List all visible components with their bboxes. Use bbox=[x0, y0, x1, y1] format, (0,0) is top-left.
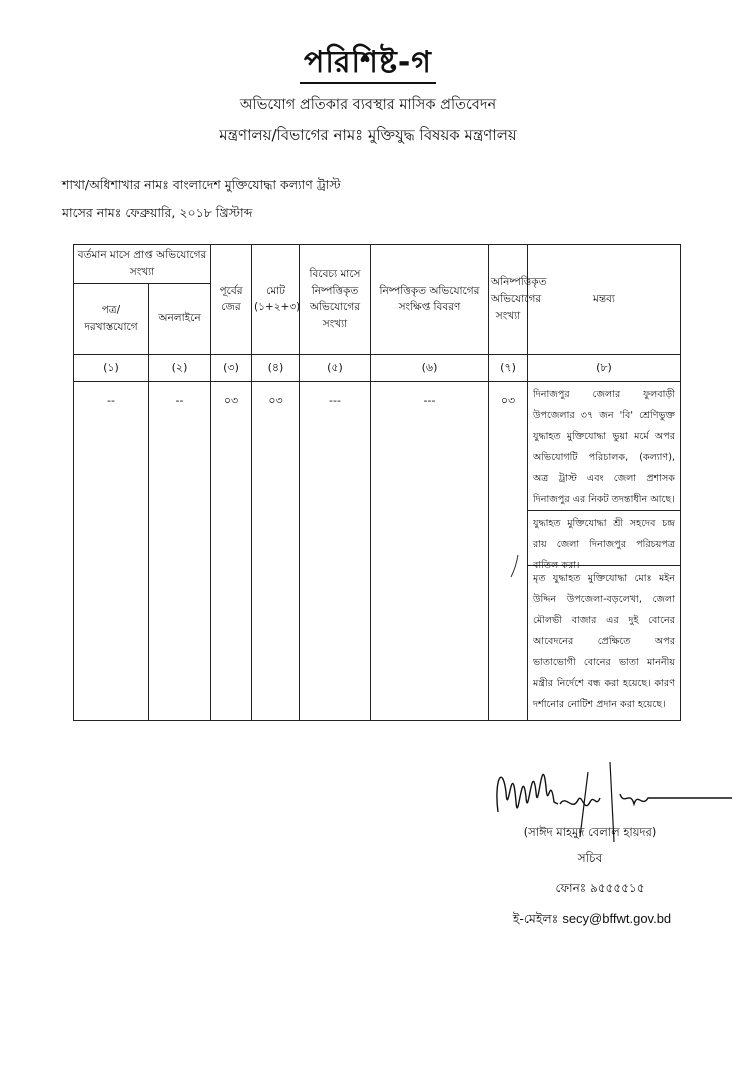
ministry-line: মন্ত্রণালয়/বিভাগের নামঃ মুক্তিযুদ্ধ বিষয়ক মন্ত্রণালয় bbox=[219, 126, 517, 144]
cell-remarks bbox=[528, 381, 681, 720]
cell-resolved-summary: --- bbox=[371, 381, 489, 720]
header-remarks: মন্তব্য bbox=[528, 245, 681, 355]
header-resolved-summary: নিষ্পত্তিকৃত অভিযোগের সংক্ষিপ্ত বিবরণ bbox=[371, 245, 489, 355]
branch-line: শাখা/অধিশাখার নামঃ বাংলাদেশ মুক্তিযোদ্ধা কল্যাণ ট্রাস্ট bbox=[62, 177, 341, 192]
cell-previous: ০৩ bbox=[211, 381, 252, 720]
header-previous: পূর্বের জের bbox=[211, 245, 252, 355]
signatory-name: (সাঈদ মাহমুদ বেলাল হায়দর) bbox=[523, 825, 657, 839]
column-number: (১) bbox=[74, 354, 149, 381]
cell-total: ০৩ bbox=[252, 381, 300, 720]
header-by-letter: পত্র/দরখাস্তযোগে bbox=[74, 283, 149, 354]
remark-item: দিনাজপুর জেলার ফুলবাড়ী উপজেলার ৩৭ জন 'বি' শ্রেণিভুক্ত যুদ্ধাহত মুক্তিযোদ্ধা ভুয়া মর্মে অপর অভিযোগটি পরিচালক, (কল্যাণ), অত্র ট্রাস্ট এবং জেলা প্রশাসক দিনাজপুর এর নিকট তদন্তাধীন আছে। bbox=[528, 382, 680, 511]
email-line bbox=[472, 911, 712, 931]
column-number: (৫) bbox=[300, 354, 371, 381]
remark-item: মৃত যুদ্ধাহত মুক্তিযোদ্ধা মোঃ মইন উদ্দিন উপজেলা-বড়লেখা, জেলা মৌলভী বাজার এর দুই বোনের আবেদনের প্রেক্ষিতে অপর ভাতাভোগী বোনের ভাতা মাননীয় মন্ত্রীর নির্দেশে বন্ধ করা হয়েছে। কারণ দর্শানোর নোটিশ প্রদান করা হয়েছে। bbox=[533, 572, 675, 710]
column-number-row bbox=[74, 354, 681, 381]
column-number: (২) bbox=[149, 354, 211, 381]
report-subtitle: অভিযোগ প্রতিকার ব্যবস্থার মাসিক প্রতিবেদন bbox=[239, 97, 497, 113]
document-title bbox=[0, 38, 736, 89]
cell-resolved-count: --- bbox=[300, 381, 371, 720]
signatory-designation: সচিব bbox=[577, 851, 603, 865]
table-row bbox=[74, 381, 681, 720]
column-number: (৭) bbox=[489, 354, 528, 381]
cell-by-letter: -- bbox=[74, 381, 149, 720]
title-text: পরিশিষ্ট-গ bbox=[300, 45, 436, 84]
email-label: ই-মেইলঃ bbox=[512, 911, 559, 926]
complaint-report-table bbox=[73, 244, 681, 721]
email-link[interactable]: secy@bffwt.gov.bd bbox=[562, 911, 672, 926]
header-online: অনলাইনে bbox=[149, 283, 211, 354]
column-number: (৮) bbox=[528, 354, 681, 381]
pen-mark-icon bbox=[508, 553, 522, 579]
column-number: (৪) bbox=[252, 354, 300, 381]
column-number: (৬) bbox=[371, 354, 489, 381]
month-line: মাসের নামঃ ফেব্রুয়ারি, ২০১৮ খ্রিস্টাব্দ bbox=[62, 205, 253, 220]
phone-number: ফোনঃ ৯৫৫৫৫১৫ bbox=[555, 881, 645, 895]
header-received-this-month: বর্তমান মাসে প্রাপ্ত অভিযোগের সংখ্যা bbox=[74, 245, 211, 284]
cell-online: -- bbox=[149, 381, 211, 720]
column-number: (৩) bbox=[211, 354, 252, 381]
header-unresolved-count: অনিষ্পত্তিকৃত অভিযোগের সংখ্যা bbox=[489, 245, 528, 355]
header-resolved-count: বিবেচ্য মাসে নিষ্পত্তিকৃত অভিযোগের সংখ্যা bbox=[300, 245, 371, 355]
cell-unresolved-count: ০৩ bbox=[489, 381, 528, 720]
header-total: মোট (১+২+৩) bbox=[252, 245, 300, 355]
remark-item: যুদ্ধাহত মুক্তিযোদ্ধা শ্রী সহদেব চন্দ্র রায় জেলা দিনাজপুর পরিচয়পত্র বাতিল করা। bbox=[528, 511, 680, 566]
